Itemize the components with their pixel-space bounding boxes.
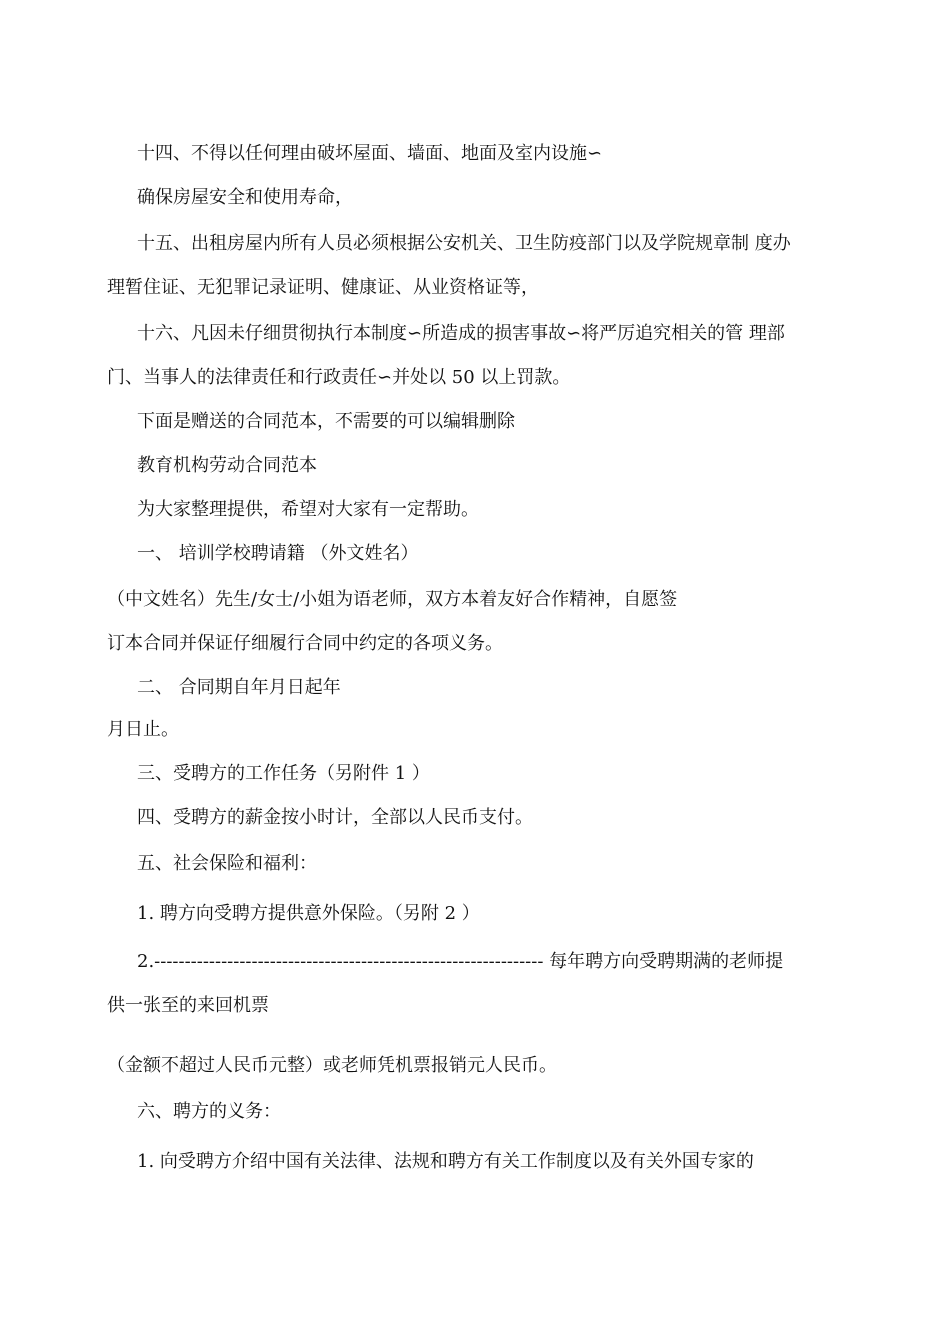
text-line: 二、 合同期自年月日起年 bbox=[137, 677, 341, 698]
text-line: 三、受聘方的工作任务（另附件 1 ） bbox=[137, 763, 430, 784]
text-line: 十六、凡因未仔细贯彻执行本制度∽所造成的损害事故∽将严厉追究相关的管 理部 bbox=[137, 323, 785, 344]
text-line: 门、当事人的法律责任和行政责任∽并处以 50 以上罚款。 bbox=[107, 367, 571, 388]
text-line: 1. 聘方向受聘方提供意外保险。（另附 2 ） bbox=[137, 903, 480, 924]
text-line: 五、社会保险和福利： bbox=[137, 853, 317, 874]
text-line: （金额不超过人民币元整）或老师凭机票报销元人民币。 bbox=[107, 1055, 557, 1076]
text-line: 供一张至的来回机票 bbox=[107, 995, 269, 1016]
text-line: 订本合同并保证仔细履行合同中约定的各项义务。 bbox=[107, 633, 503, 654]
text-line: （中文姓名）先生/女士/小姐为语老师，双方本着友好合作精神，自愿签 bbox=[107, 589, 678, 610]
text-line: 1. 向受聘方介绍中国有关法律、法规和聘方有关工作制度以及有关外国专家的 bbox=[137, 1151, 754, 1172]
text-line: 为大家整理提供，希望对大家有一定帮助。 bbox=[137, 499, 479, 520]
text-line: 六、聘方的义务： bbox=[137, 1101, 281, 1122]
text-line: 四、受聘方的薪金按小时计，全部以人民币支付。 bbox=[137, 807, 533, 828]
text-line: 十四、不得以任何理由破坏屋面、墙面、地面及室内设施∽ bbox=[137, 143, 603, 164]
text-line: 月日止。 bbox=[107, 719, 179, 740]
text-line: 确保房屋安全和使用寿命， bbox=[137, 187, 353, 208]
text-line: 理暂住证、无犯罪记录证明、健康证、从业资格证等， bbox=[107, 277, 539, 298]
text-line: 十五、出租房屋内所有人员必须根据公安机关、卫生防疫部门以及学院规章制 度办 bbox=[137, 233, 791, 254]
text-line: 教育机构劳动合同范本 bbox=[137, 455, 317, 476]
text-line: 下面是赠送的合同范本，不需要的可以编辑删除 bbox=[137, 411, 515, 432]
text-line: 2.---------------------------------------------------------------- 每年聘方向受聘期满的老师提 bbox=[137, 951, 784, 972]
text-line: 一、 培训学校聘请籍 （外文姓名） bbox=[137, 543, 419, 564]
